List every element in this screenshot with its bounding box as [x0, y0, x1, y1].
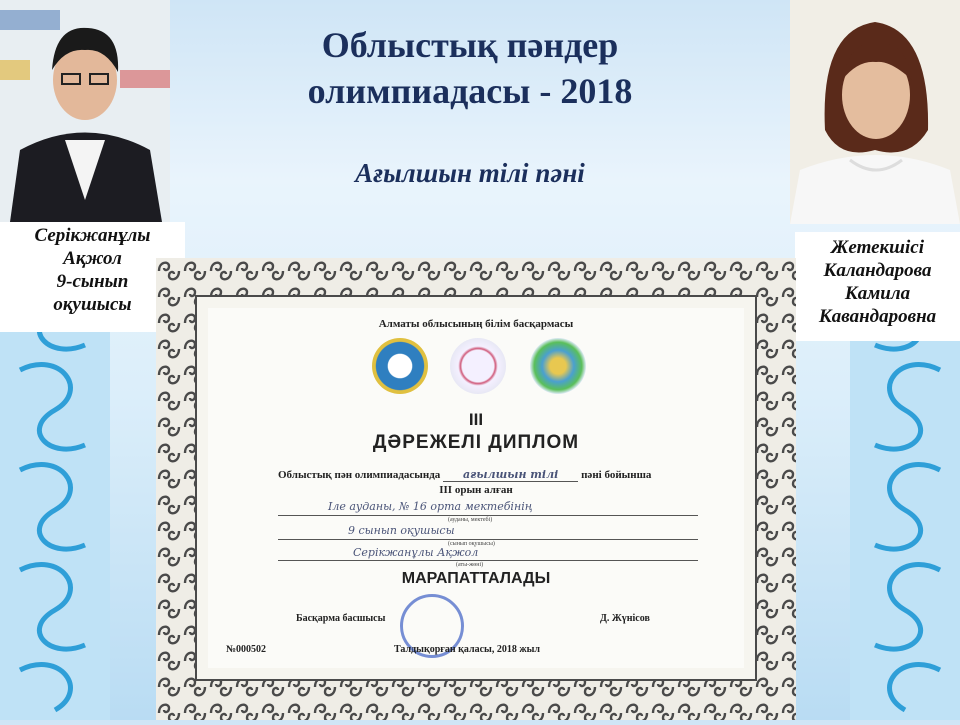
teacher-caption [795, 232, 960, 341]
student-caption-line: Ақжол [63, 248, 122, 269]
school-rule [278, 515, 698, 516]
olympiad-logo [450, 338, 506, 394]
student-photo [0, 0, 170, 222]
teacher-caption-line: Каландарова [823, 260, 932, 281]
diploma-department: Алматы облысының білім басқармасы [378, 318, 574, 330]
name-rule [278, 560, 698, 561]
student-caption-line: 9-сынып [56, 271, 129, 292]
subject-suffix: пәні бойынша [581, 469, 652, 481]
teacher-photo [790, 0, 960, 224]
diploma-line-subject [278, 468, 651, 481]
subject-handwritten: ағылшын тілі [443, 468, 578, 482]
name-hint: (аты-жөні) [456, 562, 484, 568]
student-caption-line: оқушысы [53, 294, 132, 315]
diploma-grade: 9 сынып оқушысы [348, 524, 455, 537]
diploma-city-year: Талдықорған қаласы, 2018 жыл [394, 644, 540, 655]
diploma-congrats: МАРАПАТТАЛАДЫ [401, 570, 551, 587]
diploma-student-name: Серікжанұлы Ақжол [353, 546, 479, 559]
title-line-2: олимпиадасы - 2018 [307, 71, 633, 111]
education-logo [372, 338, 428, 394]
diploma-body [208, 308, 744, 668]
page-title [210, 22, 730, 114]
head-name: Д. Жүнісов [600, 613, 650, 624]
diploma-school: Іле ауданы, № 16 орта мектебінің [328, 500, 533, 513]
diploma-title: ДӘРЕЖЕЛІ ДИПЛОМ [372, 432, 580, 453]
diploma-number: №000502 [226, 644, 267, 655]
diploma-image [156, 258, 796, 720]
region-emblem-logo [530, 338, 586, 394]
title-line-1: Облыстық пәндер [321, 25, 619, 65]
head-label: Басқарма басшысы [296, 613, 386, 624]
diploma-place: III орын алған [439, 484, 513, 496]
grade-hint: (сынып оқушысы) [448, 541, 495, 547]
diploma-degree: III [468, 410, 484, 429]
grade-rule [278, 539, 698, 540]
subject-subtitle: Ағылшын тілі пәні [355, 158, 585, 188]
school-hint: (ауданы, мектебі) [448, 517, 493, 523]
student-caption-line: Серікжанұлы [34, 225, 151, 246]
subject-prefix: Облыстық пән олимпиадасында [278, 469, 441, 481]
teacher-caption-line: Камила [844, 283, 911, 304]
teacher-caption-line: Жетекшісі [830, 237, 925, 258]
teacher-caption-line: Кавандаровна [818, 306, 937, 327]
